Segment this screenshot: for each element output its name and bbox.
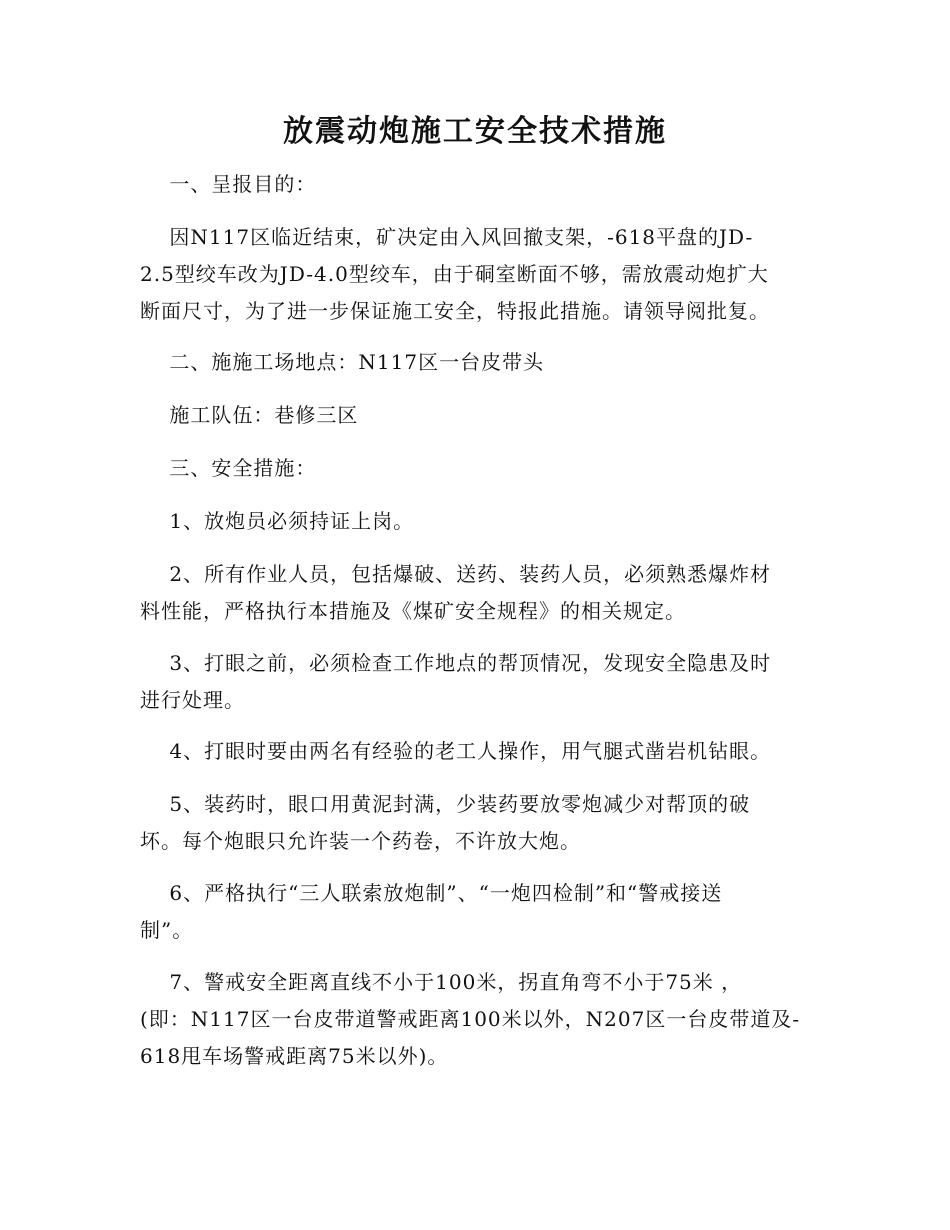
section-location-heading <box>140 344 810 381</box>
safety-item-7 <box>140 964 810 1075</box>
text-line: 618甩车场警戒距离75米以外)。 <box>140 1044 449 1068</box>
text-line: 三、安全措施： <box>140 456 317 480</box>
text-line: 4、打眼时要由两名有经验的老工人操作，用气腿式凿岩机钻眼。 <box>140 739 772 763</box>
section-purpose-heading <box>140 166 810 203</box>
text-line: 料性能，严格执行本措施及《煤矿安全规程》的相关规定。 <box>140 599 686 623</box>
text-line: 2、所有作业人员，包括爆破、送药、装药人员，必须熟悉爆炸材 <box>140 562 772 586</box>
text-line: 2.5型绞车改为JD-4.0型绞车，由于硐室断面不够，需放震动炮扩大 <box>140 262 769 286</box>
safety-item-4 <box>140 733 810 770</box>
text-line: 5、装药时，眼口用黄泥封满，少装药要放零炮减少对帮顶的破 <box>140 792 751 816</box>
paragraph-purpose <box>140 219 810 330</box>
safety-item-6 <box>140 875 810 949</box>
safety-item-1 <box>140 503 810 540</box>
text-line: 3、打眼之前，必须检查工作地点的帮顶情况，发现安全隐患及时 <box>140 651 772 675</box>
section-safety-heading <box>140 450 810 487</box>
text-line: 7、警戒安全距离直线不小于100米，拐直角弯不小于75米 ， <box>140 970 743 994</box>
safety-item-5 <box>140 786 810 860</box>
text-line: 因N117区临近结束，矿决定由入风回撤支架，-618平盘的JD- <box>140 225 754 249</box>
page-title: 放震动炮施工安全技术措施 <box>283 114 667 149</box>
text-line: (即：N117区一台皮带道警戒距离100米以外，N207区一台皮带道及- <box>140 1007 801 1031</box>
text-line: 进行处理。 <box>140 688 245 712</box>
text-line: 6、严格执行“三人联索放炮制”、“一炮四检制”和“警戒接送 <box>140 881 723 905</box>
safety-item-3 <box>140 645 810 719</box>
text-line: 一、呈报目的： <box>140 172 317 196</box>
text-line: 制”。 <box>140 918 194 942</box>
text-line: 施工队伍：巷修三区 <box>140 403 359 427</box>
safety-item-2 <box>140 556 810 630</box>
text-line: 二、施施工场地点：N117区一台皮带头 <box>140 350 545 374</box>
text-line: 断面尺寸，为了进一步保证施工安全，特报此措施。请领导阅批复。 <box>140 299 770 323</box>
construction-team <box>140 397 810 434</box>
text-line: 坏。每个炮眼只允许装一个药卷，不许放大炮。 <box>140 829 581 853</box>
text-line: 1、放炮员必须持证上岗。 <box>140 509 415 533</box>
